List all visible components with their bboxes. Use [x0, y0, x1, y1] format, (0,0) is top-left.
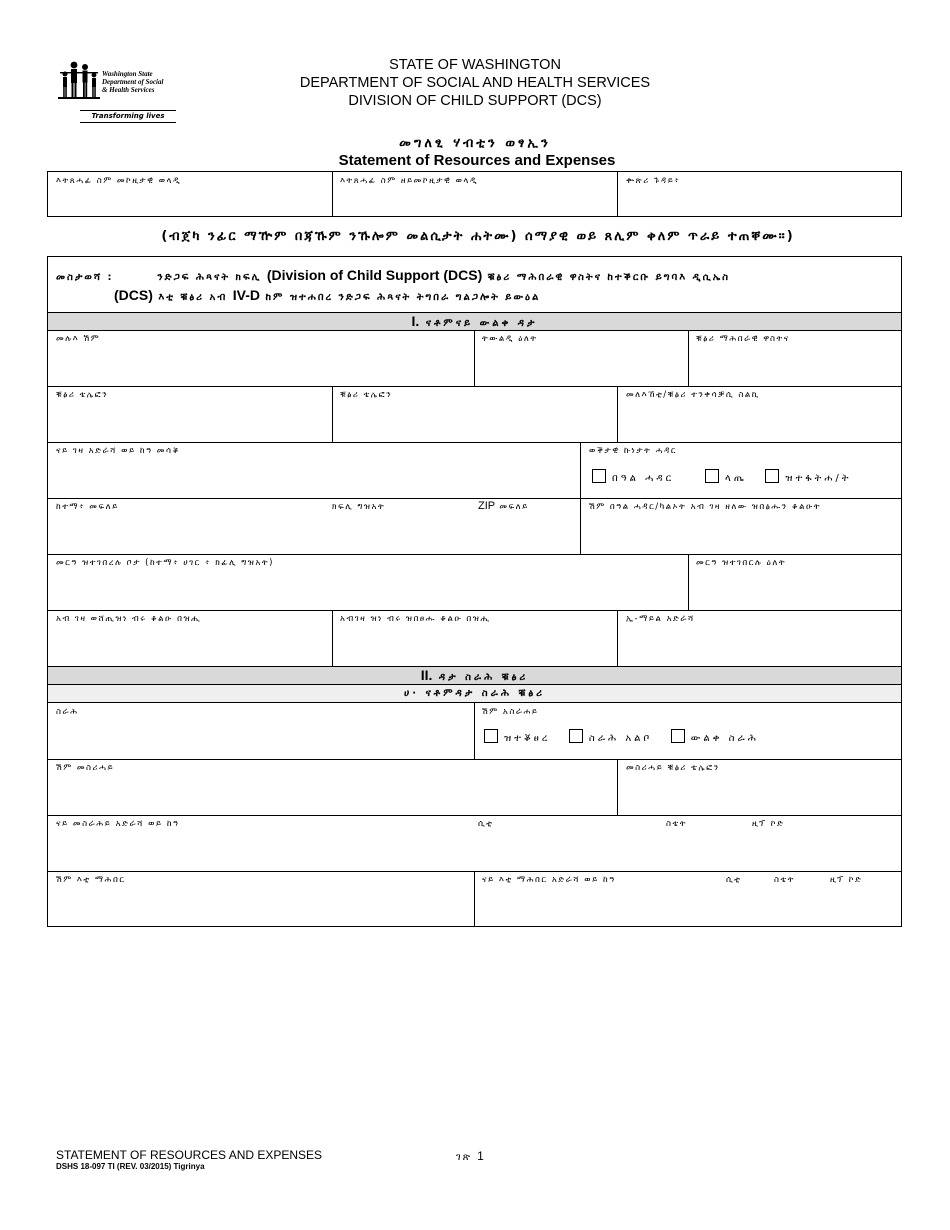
ssn-notice-line1: መስታወሻ : ንድጋፍ ሕጻናት ክፍሊ (Division of Child Support (DCS) ቑፅሪ ማሕበራዊ ዋስትና ከተቕርቡ ይግባእ ዲሲኤስ	[56, 267, 731, 283]
own-business-option[interactable]: ውልቀ ስራሕ	[671, 733, 759, 744]
phone-label-2: ቑፅሪ ቴሌፎን	[340, 390, 393, 400]
job-label: ስራሕ	[56, 707, 79, 717]
case-number-label: ቍጽሪ ጉዳይ፥	[626, 176, 681, 186]
case-number-field[interactable]	[619, 188, 901, 215]
family-figures-icon	[58, 60, 100, 104]
married-option[interactable]: በዓል ሓዳር	[592, 473, 674, 484]
section-2-header: II. ዳታ ስራሕ ቑፅሪ	[48, 666, 901, 685]
phone-field-1[interactable]	[48, 403, 331, 441]
form-title-tigrinya: መግለፂ ሃብቲን ወፃኢን	[399, 136, 551, 151]
unemployed-option[interactable]: ስራሕ አልቦ	[569, 733, 652, 744]
case-info-box	[47, 171, 902, 217]
agency-department: DEPARTMENT OF SOCIAL AND HEALTH SERVICES	[299, 75, 651, 91]
marriage-place-field[interactable]	[48, 571, 687, 609]
single-checkbox[interactable]	[705, 469, 719, 483]
union-name-label: ሽም እቲ ማሕበር	[56, 875, 126, 885]
marriage-date-field[interactable]	[689, 571, 901, 609]
zip-label: ZIP መፍለይ	[478, 500, 529, 512]
employment-type-options	[484, 729, 759, 744]
children-outside-label: አብገዛ ዝነ ብሩ ዝበፀሑ ቆልዑ በዝሒ	[340, 614, 491, 624]
employer-name-field[interactable]	[48, 776, 616, 814]
custodial-parent-name-label: እትጸሓፊ ስም መኮዚታዊ ወላዲ	[56, 176, 182, 186]
ssn-field[interactable]	[689, 347, 901, 385]
city-label: ከተማ፥ መፍለይ	[56, 502, 119, 512]
agency-heading	[250, 56, 700, 110]
home-address-label: ናይ ገዛ አድራሻ ወይ ከዓ መሳቖ	[56, 446, 180, 456]
agency-division: DIVISION OF CHILD SUPPORT (DCS)	[348, 93, 602, 109]
logo-wordmark: Washington State Department of Social & Health Services	[102, 70, 164, 94]
single-option[interactable]: ላጤ	[705, 473, 747, 484]
employer-phone-label: መስሪሓይ ቑፅሪ ቴሌፎን	[626, 763, 720, 773]
employer-name-label: ሽም መስሪሓይ	[56, 763, 115, 773]
mobile-label: መለእኸቲ/ቑፅሪ ተንቀሳቓሲ ስልኪ	[626, 390, 760, 400]
logo-tagline: Transforming lives	[80, 110, 176, 123]
unemployed-checkbox[interactable]	[569, 729, 583, 743]
email-field[interactable]	[618, 627, 901, 665]
spouse-name-field[interactable]	[581, 515, 901, 553]
footer-form-number: DSHS 18-097 TI (REV. 03/2015) Tigrinya	[56, 1162, 205, 1171]
union-zip-label: ዚፕ ኮድ	[830, 875, 863, 885]
full-name-label: መሉእ ሽም	[56, 334, 101, 344]
children-outside-field[interactable]	[333, 627, 616, 665]
children-home-label: አብ ገዛ ወሸጢዝነ ብሩ ቆልዑ በዝሒ	[56, 614, 202, 624]
divorced-option[interactable]: ዝተፋትሐ/ት	[765, 473, 851, 484]
ssn-label: ቑፅሪ ማሕበራዊ ዋስትና	[696, 334, 790, 344]
section-2a-header: ሀ· ናቶምዳታ ስራሕ ቑፅሪ	[48, 685, 901, 703]
employer-state-label: ስቴት	[666, 819, 687, 829]
employer-zip-label: ዚፕ ኮድ	[752, 819, 785, 829]
divorced-checkbox[interactable]	[765, 469, 779, 483]
union-state-label: ስቴት	[774, 875, 795, 885]
phone-label-1: ቑፅሪ ቴሌፎን	[56, 390, 109, 400]
section-1-header: I. ናቶምናይ ውልቀ ዳታ	[48, 312, 901, 331]
employed-option[interactable]: ዝተቖፀረ	[484, 733, 550, 744]
ssn-notice-line2: (DCS) እቲ ቑፅሪ አብ IV-D ከም ዝተሐበረ ንድጋፍ ሕጻናት ትግበራ ግልጋሎት ይውዕል	[114, 287, 541, 303]
employer-address-label: ናይ መስራሕይ አድራሻ ወይ ከዓ	[56, 819, 180, 829]
city-state-zip-field[interactable]	[48, 515, 579, 553]
union-address-label: ናይ እቲ ማሕበር አድራሻ ወይ ከዓ	[482, 875, 616, 885]
employment-type-label: ሽም አስራሐይ	[482, 707, 539, 717]
employer-city-label: ሲቲ	[478, 819, 494, 829]
employed-checkbox[interactable]	[484, 729, 498, 743]
agency-state: STATE OF WASHINGTON	[389, 57, 561, 73]
job-field[interactable]	[48, 720, 473, 758]
ink-instruction: (ብጀካ ንፊር ማዅም በጃኹም ንኹሎም መልሲታት ሐትሙ) ሰማያዊ ወይ ጸሊም ቀለም ጥራይ ተጠቐሙ።)	[161, 229, 795, 244]
union-city-label: ሲቲ	[726, 875, 742, 885]
page-number: ገጽ 1	[456, 1149, 486, 1163]
state-label: ክፍሊ ግዝአት	[332, 502, 386, 512]
custodial-parent-name-field[interactable]	[49, 188, 331, 215]
noncustodial-parent-name-label: እትጸሓፊ ስም ዘይመኮዚታዊ ወላዲ	[340, 176, 479, 186]
marriage-place-label: መርዓ ዝተገበረሉ ቦታ (ከተማ፥ ሀገር ፥ ክፊሊ ግዝአት)	[56, 558, 274, 568]
spouse-name-label: ሽም በዓል ሓዳር/ካልኦት አብ ገዛ ዘለው ዝበፅሑን ቆልዑት	[589, 502, 822, 512]
full-name-field[interactable]	[48, 347, 473, 385]
employer-address-field[interactable]	[48, 832, 901, 870]
marital-status-options	[592, 469, 851, 484]
dshs-logo	[56, 60, 178, 126]
form-title-english: Statement of Resources and Expenses	[338, 152, 616, 169]
married-checkbox[interactable]	[592, 469, 606, 483]
footer-form-title: STATEMENT OF RESOURCES AND EXPENSES	[56, 1148, 323, 1162]
birth-date-label: ትውልዲ ዕለት	[482, 334, 538, 344]
phone-field-2[interactable]	[333, 403, 616, 441]
noncustodial-parent-name-field[interactable]	[334, 188, 616, 215]
mobile-field[interactable]	[618, 403, 901, 441]
marriage-date-label: መርዓ ዝተገበርሉ ዕለት	[696, 558, 787, 568]
children-home-field[interactable]	[48, 627, 331, 665]
marital-status-label: ወቕታዊ ኩነታት ሓዳር	[589, 446, 678, 456]
main-form-box	[47, 256, 902, 927]
employer-phone-field[interactable]	[618, 776, 901, 814]
union-address-field[interactable]	[475, 888, 901, 925]
union-name-field[interactable]	[48, 888, 473, 925]
home-address-field[interactable]	[48, 459, 579, 497]
birth-date-field[interactable]	[475, 347, 687, 385]
own-business-checkbox[interactable]	[671, 729, 685, 743]
email-label: ኢ-ማይል አድራሻ	[626, 614, 695, 624]
